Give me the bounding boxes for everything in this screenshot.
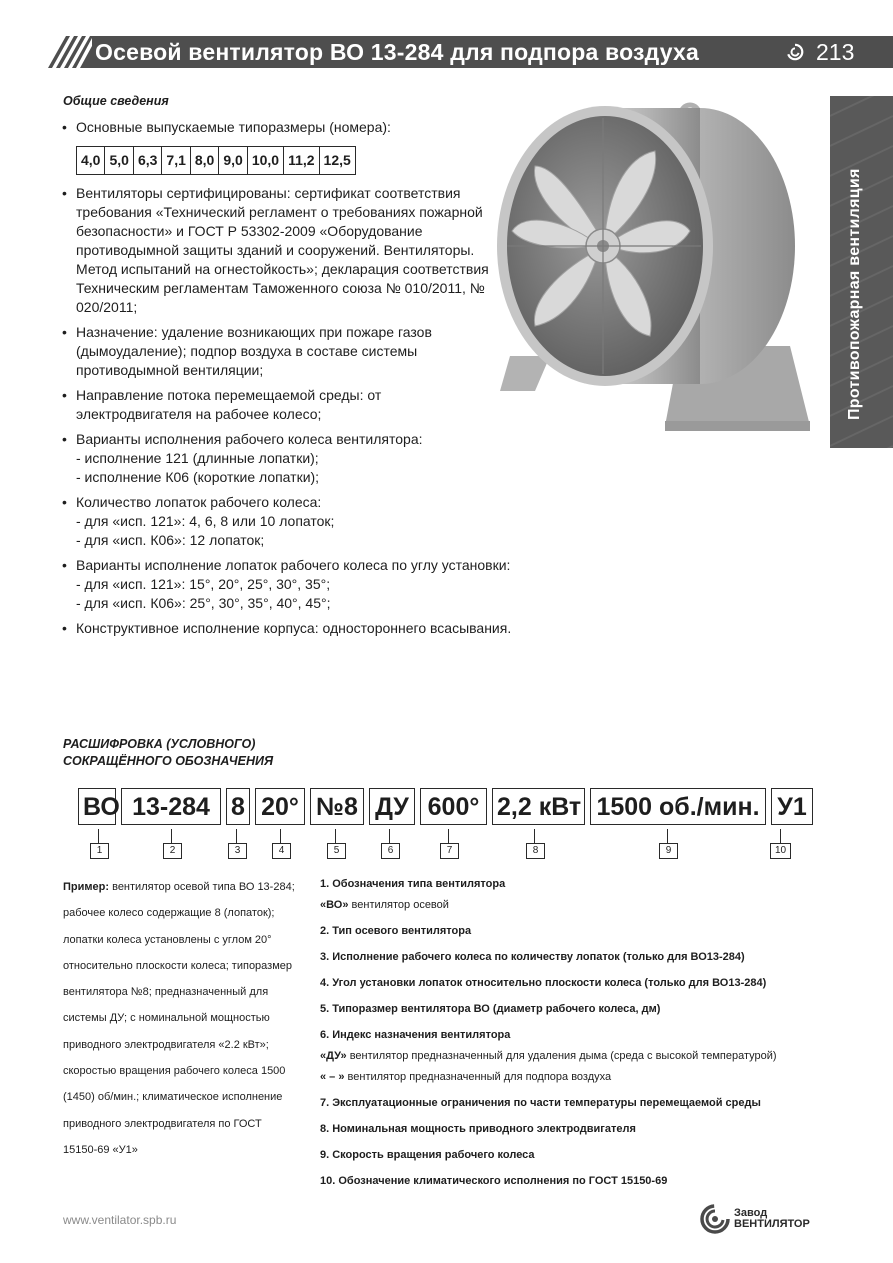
tick [780, 829, 781, 843]
size-cell: 8,0 [190, 147, 218, 175]
header-stripes [48, 36, 92, 68]
number-box: 3 [228, 843, 247, 859]
size-cell: 5,0 [105, 147, 133, 175]
code-cell: №8 [310, 788, 364, 825]
legend-code: «ДУ» [320, 1050, 347, 1062]
legend-desc-text: вентилятор предназначенный для удаления дыма (среда с высокой температурой) [346, 1050, 777, 1062]
code-cell: ДУ [369, 788, 415, 825]
list-item: • Конструктивное исполнение корпуса: одностороннего всасывания. [62, 619, 542, 638]
legend-item: 1. Обозначения типа вентилятора [320, 878, 506, 890]
tick [667, 829, 668, 843]
blade-angle-title: • Варианты исполнение лопаток рабочего колеса по углу установки: [76, 557, 511, 573]
legend-item: 6. Индекс назначения вентилятора [320, 1029, 511, 1041]
legend-desc [320, 1068, 840, 1086]
impeller-variant-line: - исполнение 121 (длинные лопатки); [76, 450, 319, 466]
brand-line1: Завод [734, 1207, 768, 1219]
impeller-variants-title: • Варианты исполнения рабочего колеса вентилятора: [76, 431, 423, 447]
logo-icon [700, 1204, 730, 1234]
example-label: Пример: [63, 881, 110, 893]
code-cell: 8 [226, 788, 250, 825]
tick [280, 829, 281, 843]
size-cell: 4,0 [77, 147, 105, 175]
fan-image [490, 96, 820, 441]
number-box: 2 [163, 843, 182, 859]
legend-code: « – » [320, 1071, 345, 1083]
size-cell: 7,1 [162, 147, 190, 175]
blade-angle-line: - для «исп. К06»: 25°, 30°, 35°, 40°, 45°; [76, 595, 331, 611]
blade-angle-line: - для «исп. 121»: 15°, 20°, 25°, 30°, 35°; [76, 576, 331, 592]
legend-item: 7. Эксплуатационные ограничения по части температуры перемещаемой среды [320, 1097, 761, 1109]
legend [320, 875, 840, 1198]
number-box: 4 [272, 843, 291, 859]
general-bullets [62, 118, 542, 644]
number-box: 8 [526, 843, 545, 859]
blade-count-line: - для «исп. К06»: 12 лопаток; [76, 532, 265, 548]
number-box: 6 [381, 843, 400, 859]
footer-brand [734, 1208, 810, 1230]
tick [448, 829, 449, 843]
legend-desc [320, 896, 840, 914]
legend-desc [320, 1047, 840, 1065]
tick [171, 829, 172, 843]
footer-url[interactable]: www.ventilator.spb.ru [63, 1213, 177, 1227]
tick [534, 829, 535, 843]
example-text [63, 874, 298, 1163]
list-item: • Вентиляторы сертифицированы: сертификат соответствия требования «Технический регламент о требованиях пожарной безопасности» и ГОСТ Р 53302-2009 «Оборудование противодымной защиты зданий и сооружений. Вентиляторы. Метод испытаний на огнестойкость»; декларация соответствия Техническим регламентам Таможенного союза № 010/2011, № 020/2011; [62, 184, 496, 317]
list-item [62, 493, 542, 550]
legend-item: 9. Скорость вращения рабочего колеса [320, 1149, 535, 1161]
list-item [62, 430, 542, 487]
legend-item: 3. Исполнение рабочего колеса по количеству лопаток (только для ВО13-284) [320, 951, 745, 963]
code-cell: 600° [420, 788, 487, 825]
legend-desc-text: вентилятор осевой [348, 899, 449, 911]
swirl-icon [786, 43, 804, 61]
list-item [62, 556, 542, 613]
tick [236, 829, 237, 843]
legend-code: «ВО» [320, 899, 349, 911]
size-cell: 9,0 [219, 147, 247, 175]
number-box: 10 [770, 843, 791, 859]
general-title: Общие сведения [63, 94, 169, 108]
designation-code [78, 788, 818, 828]
decoding-title-line1: РАСШИФРОВКА (УСЛОВНОГО) [63, 737, 256, 751]
legend-desc-text: вентилятор предназначенный для подпора воздуха [344, 1071, 612, 1083]
size-cell: 12,5 [319, 147, 355, 175]
brand-line2: ВЕНТИЛЯТОР [734, 1218, 810, 1230]
size-cell: 11,2 [284, 147, 319, 175]
blade-count-line: - для «исп. 121»: 4, 6, 8 или 10 лопаток; [76, 513, 335, 529]
code-cell: У1 [771, 788, 813, 825]
number-box: 7 [440, 843, 459, 859]
number-box: 9 [659, 843, 678, 859]
size-cell: 6,3 [133, 147, 161, 175]
legend-item: 4. Угол установки лопаток относительно плоскости колеса (только для ВО13-284) [320, 977, 767, 989]
page-title: Осевой вентилятор ВО 13-284 для подпора воздуха [95, 39, 699, 65]
sizes-table [76, 146, 356, 175]
code-cell: 20° [255, 788, 305, 825]
tick [389, 829, 390, 843]
impeller-variant-line: - исполнение К06 (короткие лопатки); [76, 469, 320, 485]
list-item: • Направление потока перемещаемой среды: от электродвигателя на рабочее колесо; [62, 386, 496, 424]
example-body: вентилятор осевой типа ВО 13-284; рабочее колесо содержащие 8 (лопаток); лопатки колеса установлены с углом 20° относительно плоскости колеса; типоразмер вентилятора №8; предназначенный для системы ДУ; с номинальной мощностью приводного электродвигателя «2.2 кВт»; скоростью вращения рабочего колеса 1500 (1450) об/мин.; климатическое исполнение приводного электродвигателя по ГОСТ 15150-69 «У1» [63, 881, 295, 1156]
legend-item: 2. Тип осевого вентилятора [320, 925, 472, 937]
tick [98, 829, 99, 843]
decoding-title-line2: СОКРАЩЁННОГО ОБОЗНАЧЕНИЯ [63, 754, 274, 768]
list-item [62, 118, 542, 175]
code-cell: 13-284 [121, 788, 221, 825]
legend-item: 8. Номинальная мощность приводного электродвигателя [320, 1123, 636, 1135]
number-box: 1 [90, 843, 109, 859]
side-tab-label: Противопожарная вентиляция [846, 168, 863, 420]
code-cell: ВО [78, 788, 116, 825]
blade-count-title: • Количество лопаток рабочего колеса: [76, 494, 322, 510]
number-box: 5 [327, 843, 346, 859]
sizes-intro: Основные выпускаемые типоразмеры (номера): [76, 119, 391, 135]
code-cell: 2,2 кВт [492, 788, 585, 825]
page-number: 213 [816, 39, 855, 65]
tick [335, 829, 336, 843]
list-item: • Назначение: удаление возникающих при пожаре газов (дымоудаление); подпор воздуха в составе системы противодымной вентиляции; [62, 323, 496, 380]
legend-item: 5. Типоразмер вентилятора ВО (диаметр рабочего колеса, дм) [320, 1003, 661, 1015]
legend-item: 10. Обозначение климатического исполнения по ГОСТ 15150-69 [320, 1175, 668, 1187]
size-cell: 10,0 [247, 147, 283, 175]
code-cell: 1500 об./мин. [590, 788, 766, 825]
